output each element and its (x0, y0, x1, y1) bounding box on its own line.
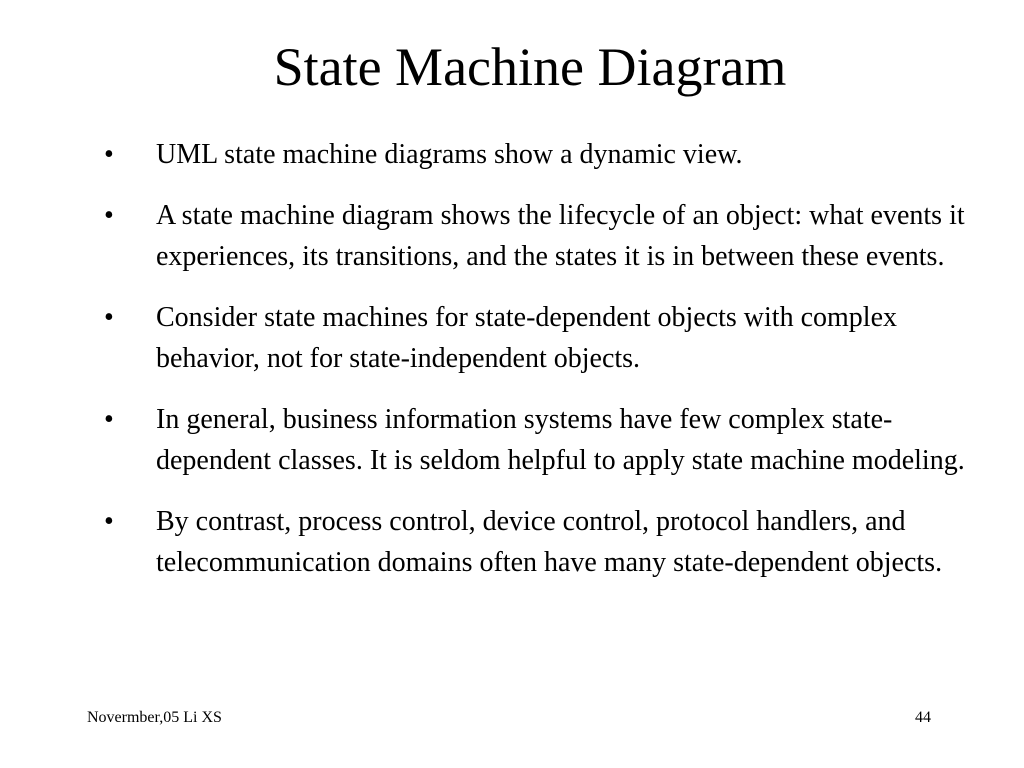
bullet-text: By contrast, process control, device control, protocol handlers, and telecommunication domains often have many state-dependent objects. (156, 506, 943, 578)
bullet-item (104, 195, 984, 277)
slide-title: State Machine Diagram (273, 37, 787, 97)
bullet-text: A state machine diagram shows the lifecycle of an object: what events it experiences, its transitions, and the states it is in between these events. (156, 200, 965, 272)
bullet-item (104, 134, 984, 175)
page-number: 44 (915, 709, 931, 726)
bullet-text: Consider state machines for state-dependent objects with complex behavior, not for state-independent objects. (156, 302, 898, 374)
bullet-item (104, 399, 984, 481)
bullet-icon: • (104, 404, 114, 435)
bullet-item (104, 501, 984, 583)
bullet-item (104, 297, 984, 379)
footer-author-date: Novermber,05 Li XS (87, 709, 222, 726)
bullet-list (104, 134, 984, 603)
bullet-icon: • (104, 506, 114, 537)
bullet-icon: • (104, 302, 114, 333)
bullet-text: In general, business information systems have few complex state-dependent classes. It is seldom helpful to apply state machine modeling. (156, 404, 965, 476)
bullet-icon: • (104, 200, 114, 231)
bullet-text: UML state machine diagrams show a dynamic view. (156, 139, 743, 170)
bullet-icon: • (104, 139, 114, 170)
